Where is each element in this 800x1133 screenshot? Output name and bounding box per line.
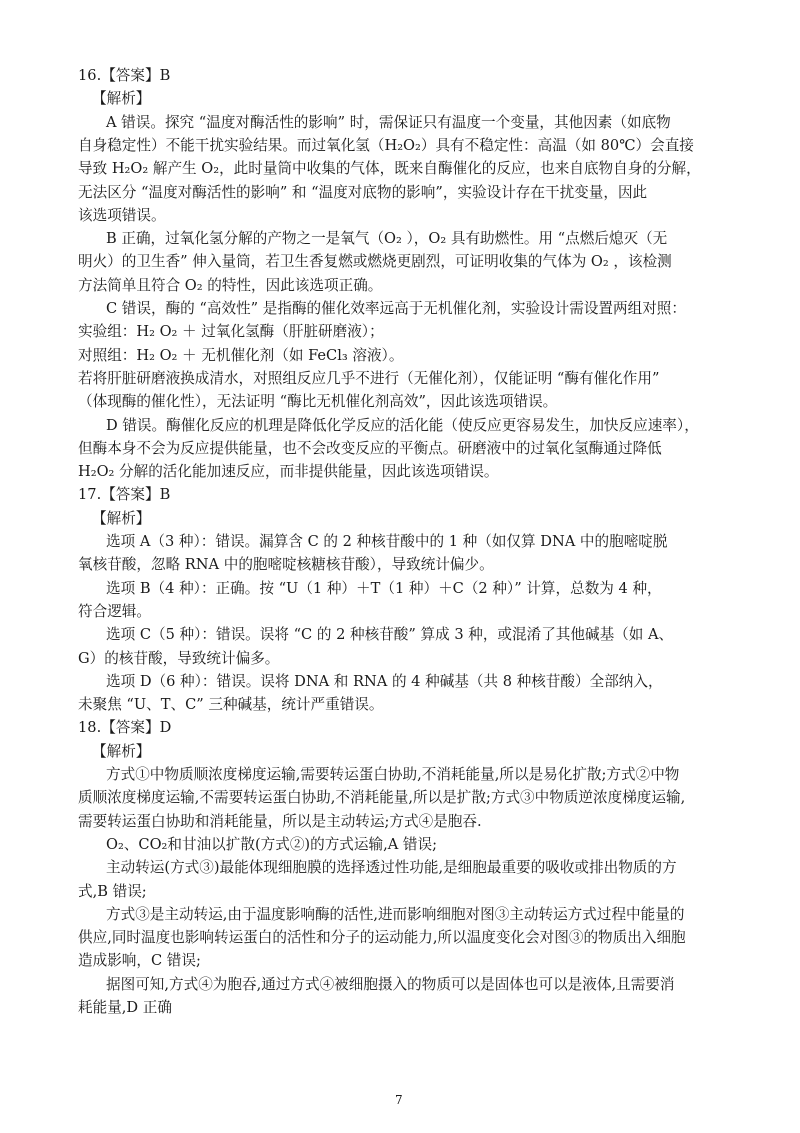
q17-answer: 17.【答案】B xyxy=(78,486,171,504)
q16-line: C 错误，酶的 “高效性” 是指酶的催化效率远高于无机催化剂，实验设计需设置两组对照： xyxy=(106,300,686,317)
q18-line: 需要转运蛋白协助和消耗能量，所以是主动转运;方式④是胞吞. xyxy=(78,812,482,830)
q18-line: 主动转运(方式③)最能体现细胞膜的选择透过性功能,是细胞最重要的吸收或排出物质的方 xyxy=(106,859,677,877)
q17-line: 选项 A（3 种）：错误。漏算含 C 的 2 种核苷酸中的 1 种（如仅算 DNA 中的胞嘧啶脱 xyxy=(106,533,668,550)
q18-line: 造成影响，C 错误; xyxy=(78,952,201,970)
q18-analysis-heading: 【解析】 xyxy=(92,742,151,760)
q16-line: H₂O₂ 分解的活化能加速反应，而非提供能量，因此该选项错误。 xyxy=(78,463,499,481)
q16-line: 明火）的卫生香” 伸入量筒，若卫生香复燃或燃烧更剧烈，可证明收集的气体为 O₂ ，该检测 xyxy=(78,253,672,271)
q16-line: 方法简单且符合 O₂ 的特性，因此该选项正确。 xyxy=(78,276,383,294)
q18-answer: 18.【答案】D xyxy=(78,719,172,737)
page-number: 7 xyxy=(395,1093,403,1107)
q18-line: O₂、CO₂和甘油以扩散(方式②)的方式运输,A 错误; xyxy=(106,835,438,853)
q18-line: 方式①中物质顺浓度梯度运输,需要转运蛋白协助,不消耗能量,所以是易化扩散;方式②中物 xyxy=(106,766,680,783)
q16-line: 无法区分 “温度对酶活性的影响” 和 “温度对底物的影响”，实验设计存在干扰变量，因此 xyxy=(78,183,648,201)
q16-line: A 错误。探究 “温度对酶活性的影响” 时，需保证只有温度一个变量，其他因素（如底物 xyxy=(106,113,671,131)
q16-line: 但酶本身不会为反应提供能量，也不会改变反应的平衡点。研磨液中的过氧化氢酶通过降低 xyxy=(78,439,662,457)
q17-analysis-heading: 【解析】 xyxy=(92,509,151,527)
q17-line: G）的核苷酸，导致统计偏多。 xyxy=(78,649,280,667)
q17-line: 选项 D（6 种）：错误。误将 DNA 和 RNA 的 4 种碱基（共 8 种核苷酸）全部纳入， xyxy=(106,672,663,690)
q17-line: 符合逻辑。 xyxy=(78,602,151,620)
q16-line: 自身稳定性）不能干扰实验结果。而过氧化氢（H₂O₂）具有不稳定性：高温（如 80℃）会直接 xyxy=(78,136,694,154)
q17-line: 选项 B（4 种）：正确。按 “U（1 种）＋T（1 种）＋C（2 种）” 计算，总数为 4 种， xyxy=(106,579,662,597)
q16-line: （体现酶的催化性），无法证明 “酶比无机催化剂高效”，因此该选项错误。 xyxy=(78,393,558,411)
q18-line: 式,B 错误; xyxy=(78,882,147,900)
q16-line: 若将肝脏研磨液换成清水，对照组反应几乎不进行（无催化剂），仅能证明 “酶有催化作用” xyxy=(78,369,660,387)
q16-line: 对照组：H₂ O₂ ＋ 无机催化剂（如 FeCl₃ 溶液）。 xyxy=(78,346,404,364)
q18-line: 供应,同时温度也影响转运蛋白的活性和分子的运动能力,所以温度变化会对图③的物质出入细胞 xyxy=(78,929,686,947)
q17-line: 选项 C（5 种）：错误。误将 “C 的 2 种核苷酸” 算成 3 种，或混淆了其他碱基（如 A、 xyxy=(106,626,674,644)
q18-line: 据图可知,方式④为胞吞,通过方式④被细胞摄入的物质可以是固体也可以是液体,且需要消 xyxy=(106,975,675,993)
q17-line: 氧核苷酸，忽略 RNA 中的胞嘧啶核糖核苷酸），导致统计偏少。 xyxy=(78,556,494,574)
q16-line: 导致 H₂O₂ 解产生 O₂，此时量筒中收集的气体，既来自酶催化的反应，也来自底物自身的分解， xyxy=(78,160,701,178)
q16-analysis-heading: 【解析】 xyxy=(92,90,151,108)
q16-line: 该选项错误。 xyxy=(78,206,166,224)
q18-line: 耗能量,D 正确 xyxy=(78,999,172,1016)
q17-line: 未聚焦 “U、T、C” 三种碱基，统计严重错误。 xyxy=(78,696,384,714)
q16-line: D 错误。酶催化反应的机理是降低化学反应的活化能（使反应更容易发生，加快反应速率）， xyxy=(106,416,699,434)
q18-line: 方式③是主动转运,由于温度影响酶的活性,进而影响细胞对图③主动转运方式过程中能量的 xyxy=(106,905,685,923)
q16-answer: 16.【答案】B xyxy=(78,67,171,84)
q16-line: B 正确，过氧化氢分解的产物之一是氧气（O₂ ），O₂ 具有助燃性。用 “点燃后熄灭（无 xyxy=(106,230,668,248)
q16-line: 实验组：H₂ O₂ ＋ 过氧化氢酶（肝脏研磨液）； xyxy=(78,323,384,341)
q18-line: 质顺浓度梯度运输,不需要转运蛋白协助,不消耗能量,所以是扩散;方式③中物质逆浓度梯度运输, xyxy=(78,789,686,807)
